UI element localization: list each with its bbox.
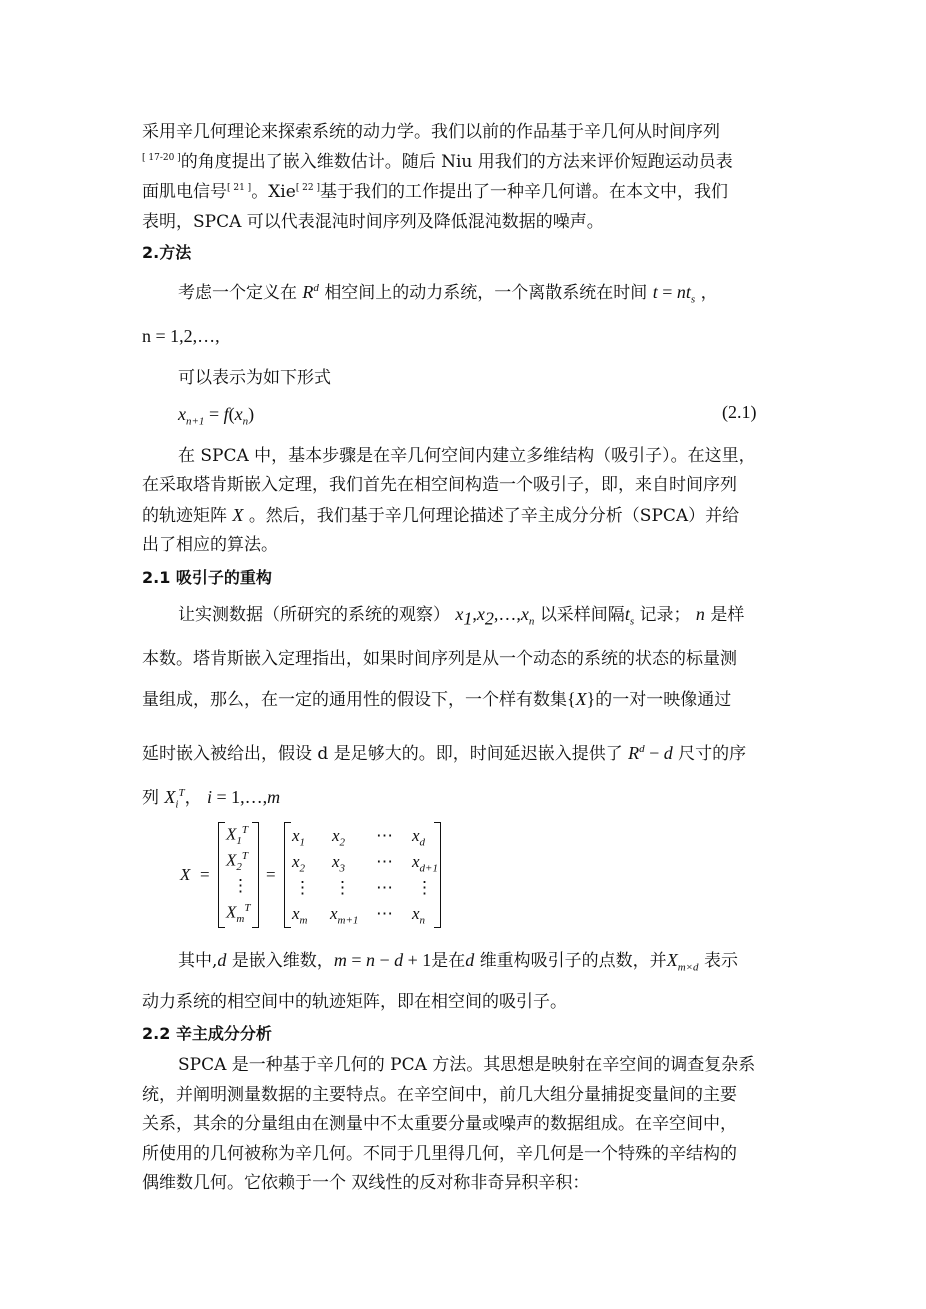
paragraph-line: 所使用的几何被称为辛几何。不同于几里得几何，辛几何是一个特殊的辛结构的 [142, 1144, 737, 1164]
intro-line-4: 表明，SPCA 可以代表混沌时间序列及降低混沌数据的噪声。 [142, 212, 604, 232]
section-heading: 2.1 吸引子的重构 [142, 568, 272, 587]
paragraph-line: 其中,d 是嵌入维数，m = n − d + 1是在d 维重构吸引子的点数，并$X_{m\times d}$ 表示 [178, 950, 738, 974]
intro-line-1: 采用辛几何理论来探索系统的动力学。我们以前的作品基于辛几何从时间序列 [142, 122, 720, 142]
paragraph-line: 在采取塔肯斯嵌入定理，我们首先在相空间构造一个吸引子，即，来自时间序列 [142, 475, 737, 495]
paragraph-line: 动力系统的相空间中的轨迹矩阵，即在相空间的吸引子。 [142, 992, 567, 1012]
paragraph-line: 列 $X_i^T$， i = 1,…,m [142, 787, 281, 811]
paragraph-line: 让实测数据（所研究的系统的观察） $x_1,x_2,\dots,x_n$ 以采样间隔$t_s$ 记录； n 是样 [178, 604, 745, 629]
section-heading: 2.方法 [142, 243, 192, 262]
paragraph-line: 延时嵌入被给出，假设 d 是足够大的。即，时间延迟嵌入提供了 $R^d - d$ 尺寸的序 [142, 743, 747, 764]
paragraph-line: 量组成，那么，在一定的通用性的假设下，一个样有数集{X}的一对一映像通过 [142, 689, 732, 710]
equation-2-1: $x_{n+1} = f(x_n)$ [178, 404, 255, 428]
paragraph-line: 偶维数几何。它依赖于一个 双线性的反对称非奇异积辛积： [142, 1173, 590, 1193]
formula-n-range: n = 1,2,…, [142, 326, 220, 346]
citation: [ 21 ] [227, 183, 252, 193]
paragraph-line: 可以表示为如下形式 [178, 368, 331, 388]
paragraph-line: 关系，其余的分量组由在测量中不太重要分量或噪声的数据组成。在辛空间中， [142, 1114, 737, 1134]
paragraph-line: 的轨迹矩阵 X 。然后，我们基于辛几何理论描述了辛主成分分析（SPCA）并给 [142, 505, 740, 526]
citation: [ 22 ] [295, 183, 321, 193]
paragraph-line: 出了相应的算法。 [142, 535, 278, 555]
paragraph-line: 考虑一个定义在 $R^d$ 相空间上的动力系统，一个离散系统在时间 $t = nt_s$ ， [178, 282, 718, 306]
paragraph-line: 在 SPCA 中，基本步骤是在辛几何空间内建立多维结构（吸引子）。在这里， [178, 446, 756, 466]
intro-line-2: [ 17-20 ]的角度提出了嵌入维数估计。随后 Niu 用我们的方法来评价短跑运动员表 [142, 152, 733, 172]
intro-line-3: 面肌电信号[ 21 ]。Xie[ 22 ]基于我们的工作提出了一种辛几何谱。在本文中，我们 [142, 182, 729, 202]
equation-number: (2.1) [722, 402, 757, 422]
paragraph-line: 统，并阐明测量数据的主要特点。在辛空间中，前几大组分量捕捉变量间的主要 [142, 1085, 737, 1105]
paragraph-line: SPCA 是一种基于辛几何的 PCA 方法。其思想是映射在辛空间的调查复杂系 [178, 1055, 756, 1075]
citation: [ 17-20 ] [142, 153, 181, 163]
paragraph-line: 本数。塔肯斯嵌入定理指出，如果时间序列是从一个动态的系统的状态的标量测 [142, 649, 737, 669]
trajectory-matrix: X = $X_1^T$ $X_2^T$ ⋮ $X_m^T$ = $x_1$ $x_2$ ⋯ $x_d$ $x_2$ $x_3$ ⋯ $x_{d+1}$ ⋮ ⋮ ⋯ ⋮ $x_m$ $x_{m+1}$ ⋯ $x_n$ [180, 820, 460, 932]
section-heading: 2.2 辛主成分分析 [142, 1024, 272, 1043]
